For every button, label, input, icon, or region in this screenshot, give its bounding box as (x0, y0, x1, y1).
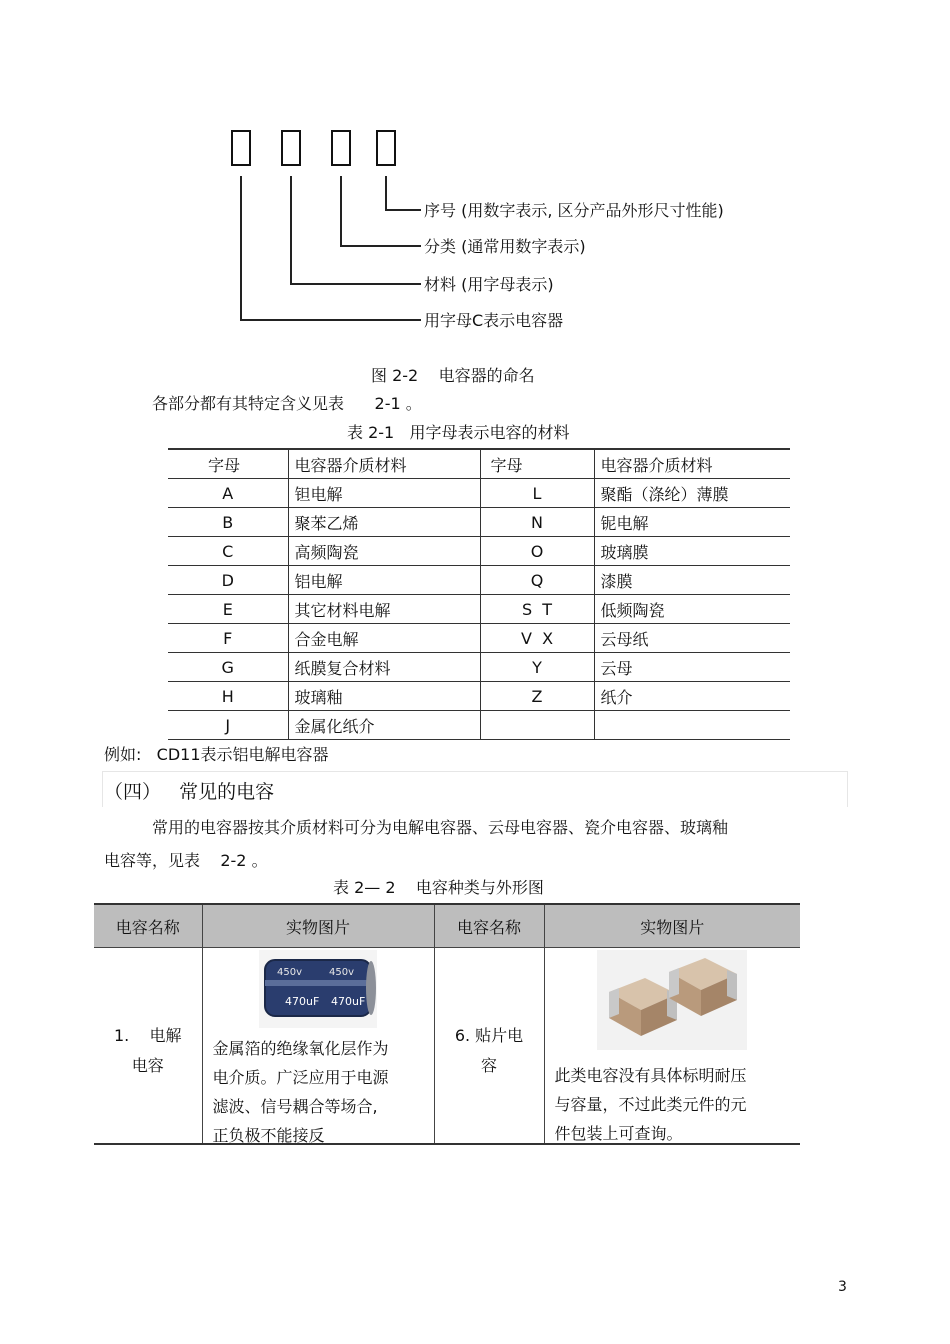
letter-cell: B (168, 508, 288, 537)
material-cell: 高频陶瓷 (288, 537, 480, 566)
cap-print-4: 470uF (330, 995, 365, 1008)
letter-cell: E (168, 595, 288, 624)
code-box-2 (281, 130, 301, 166)
table1-caption: 表 2-1 用字母表示电容的材料 (347, 423, 570, 442)
label-material: 材料 (用字母表示) (424, 275, 554, 294)
label-serial: 序号 (用数字表示, 区分产品外形尺寸性能) (424, 201, 724, 220)
cap-print-2: 450v (328, 967, 354, 978)
code-box-4 (376, 130, 396, 166)
figure-caption: 图 2-2 电容器的命名 (371, 366, 535, 385)
smd-capacitor-image (597, 950, 747, 1050)
table1-header-cell: 字母 (480, 449, 594, 479)
material-cell: 金属化纸介 (288, 711, 480, 740)
section-heading: （四） 常见的电容 (104, 781, 275, 803)
table1-header-cell: 字母 (168, 449, 288, 479)
electrolytic-name-line2: 电容 (131, 1056, 164, 1075)
electrolytic-desc-line4: 正负极不能接反 (212, 1126, 325, 1145)
header-photo-2: 实物图片 (544, 904, 800, 948)
intro-text: 各部分都有其特定含义见表 2-1 。 (152, 394, 422, 413)
material-cell: 合金电解 (288, 624, 480, 653)
cell-smd-photo (544, 948, 800, 1144)
table1-header-row (168, 449, 790, 479)
cell-smd-name (434, 948, 544, 1144)
letter-cell (480, 711, 594, 740)
page-number: 3 (838, 1279, 847, 1295)
electrolytic-capacitor-image (259, 950, 377, 1028)
letter-cell: D (168, 566, 288, 595)
electrolytic-description (213, 1034, 389, 1150)
electrolytic-desc-line2: 电介质。广泛应用于电源 (212, 1068, 389, 1087)
letter-cell: F (168, 624, 288, 653)
cap-print-3: 470uF (284, 995, 319, 1008)
letter-cell: Z (480, 682, 594, 711)
cell-electrolytic-photo (202, 948, 434, 1144)
material-cell: 铝电解 (288, 566, 480, 595)
material-cell (594, 711, 790, 740)
material-cell: 玻璃膜 (594, 537, 790, 566)
table1-row (168, 479, 790, 508)
material-cell: 纸膜复合材料 (288, 653, 480, 682)
capacitor-type-table (94, 903, 800, 1145)
letter-cell: G (168, 653, 288, 682)
smd-desc-line2: 与容量，不过此类元件的元 (554, 1095, 747, 1114)
table1-row (168, 595, 790, 624)
cell-electrolytic-name (94, 948, 202, 1144)
table1-header-cell: 电容器介质材料 (288, 449, 480, 479)
material-cell: 漆膜 (594, 566, 790, 595)
table1-row (168, 653, 790, 682)
letter-cell: L (480, 479, 594, 508)
cap-print-1: 450v (276, 967, 302, 978)
material-cell: 铌电解 (594, 508, 790, 537)
example-text: 例如: CD11表示铝电解电容器 (104, 745, 329, 764)
table2-caption: 表 2— 2 电容种类与外形图 (333, 878, 544, 897)
letter-cell: S T (480, 595, 594, 624)
table1-row (168, 682, 790, 711)
electrolytic-name-line1: 1. 电解 (113, 1026, 182, 1045)
header-photo-1: 实物图片 (202, 904, 434, 948)
header-name-2: 电容名称 (434, 904, 544, 948)
letter-cell: N (480, 508, 594, 537)
table1-row (168, 566, 790, 595)
smd-name-line2: 容 (480, 1056, 497, 1075)
label-category: 分类 (通常用数字表示) (424, 237, 586, 256)
smd-desc-line1: 此类电容没有具体标明耐压 (554, 1066, 747, 1085)
smd-description (555, 1061, 747, 1148)
letter-cell: H (168, 682, 288, 711)
material-cell: 云母 (594, 653, 790, 682)
electrolytic-desc-line3: 滤波、信号耦合等场合, (212, 1097, 378, 1116)
paragraph-line-1: 常用的电容器按其介质材料可分为电解电容器、云母电容器、瓷介电容器、玻璃釉 (152, 818, 729, 837)
material-cell: 玻璃釉 (288, 682, 480, 711)
letter-cell: Q (480, 566, 594, 595)
table1-row (168, 711, 790, 740)
label-capacitor: 用字母C表示电容器 (424, 311, 564, 330)
material-cell: 纸介 (594, 682, 790, 711)
smd-desc-line3: 件包装上可查询。 (554, 1124, 683, 1143)
material-cell: 云母纸 (594, 624, 790, 653)
letter-cell: V X (480, 624, 594, 653)
letter-cell: A (168, 479, 288, 508)
smd-name-line1: 6. 贴片电 (454, 1026, 524, 1045)
material-cell: 聚酯（涤纶）薄膜 (594, 479, 790, 508)
material-table (168, 448, 790, 740)
letter-cell: J (168, 711, 288, 740)
material-cell: 钽电解 (288, 479, 480, 508)
material-cell: 其它材料电解 (288, 595, 480, 624)
material-cell: 聚苯乙烯 (288, 508, 480, 537)
table1-header-cell: 电容器介质材料 (594, 449, 790, 479)
material-cell: 低频陶瓷 (594, 595, 790, 624)
letter-cell: O (480, 537, 594, 566)
code-box-3 (331, 130, 351, 166)
table1-row (168, 624, 790, 653)
letter-cell: Y (480, 653, 594, 682)
letter-cell: C (168, 537, 288, 566)
table1-row (168, 537, 790, 566)
header-name-1: 电容名称 (94, 904, 202, 948)
table1-row (168, 508, 790, 537)
electrolytic-desc-line1: 金属箔的绝缘氧化层作为 (212, 1039, 389, 1058)
connector-line-1 (240, 176, 421, 321)
code-box-1 (231, 130, 251, 166)
paragraph-line-2: 电容等，见表 2-2 。 (104, 851, 268, 870)
